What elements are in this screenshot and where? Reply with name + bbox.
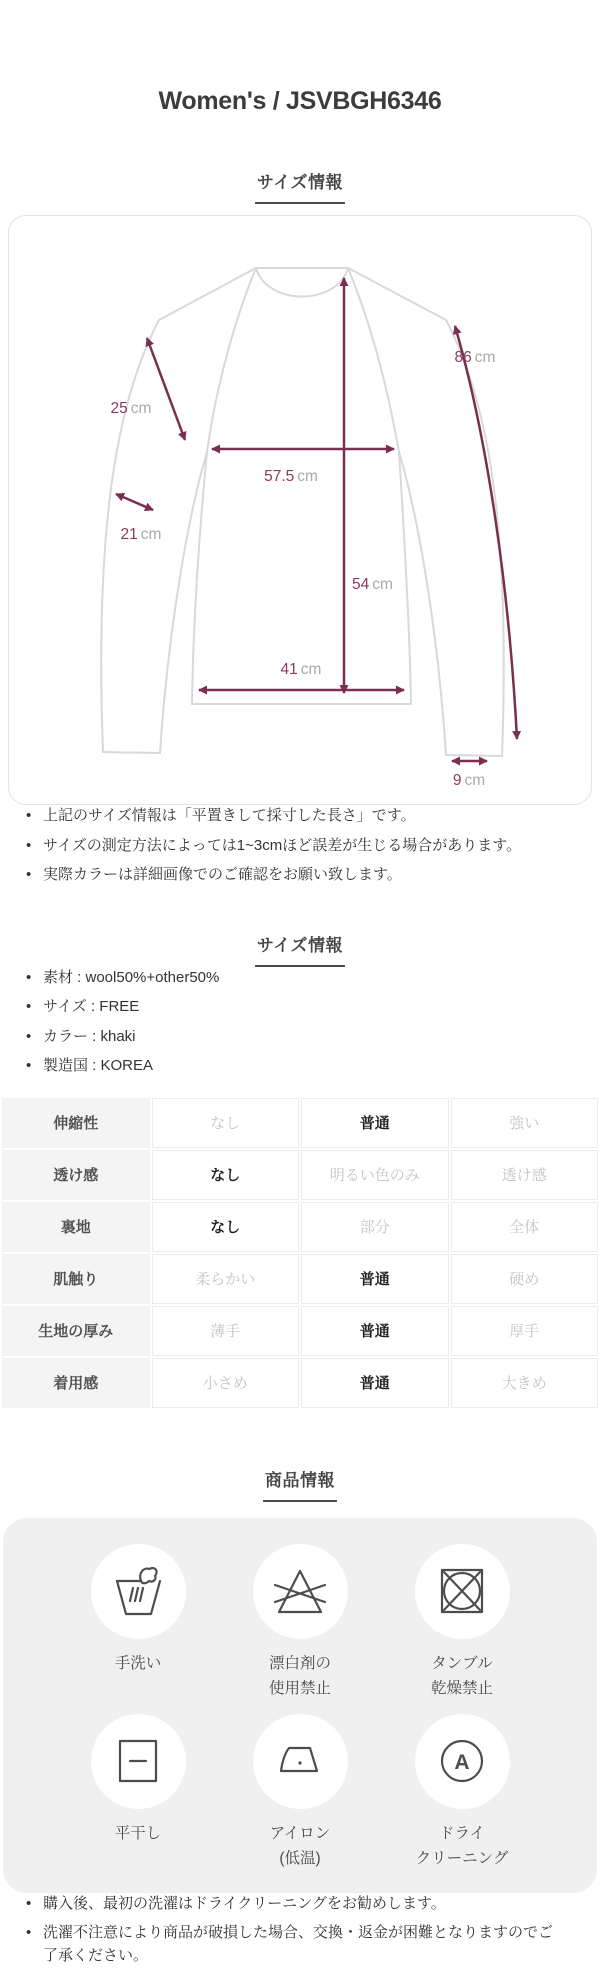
- section-heading-label: 商品情報: [263, 1466, 337, 1502]
- garment-diagram-drawing: [9, 216, 593, 804]
- row-label: 肌触り: [2, 1254, 150, 1304]
- section-heading-size-diagram: [0, 168, 600, 204]
- note-item: • 洗濯不注意により商品が破損した場合、交換・返金が困難となりますのでご了承ください。: [24, 1922, 560, 1967]
- table-cell: 硬め: [451, 1254, 599, 1304]
- note-item: • 購入後、最初の洗濯はドライクリーニングをお勧めします。: [24, 1893, 560, 1916]
- table-row: [2, 1150, 598, 1200]
- measure-line-sleeve-length: [455, 326, 517, 739]
- table-cell: 部分: [301, 1202, 449, 1252]
- table-cell: 柔らかい: [152, 1254, 300, 1304]
- care-item-no-tumble-dry: [381, 1544, 543, 1701]
- dry-clean-letter: A: [454, 1751, 470, 1774]
- measurement-label-chest: 57.5 cm: [264, 468, 318, 485]
- care-label-line: アイロン: [269, 1824, 331, 1842]
- table-cell: 薄手: [152, 1306, 300, 1356]
- care-item-no-bleach: [219, 1544, 381, 1701]
- care-row: [3, 1544, 597, 1701]
- size-diagram-notes: [0, 805, 600, 887]
- measure-line-raglan: [147, 338, 185, 440]
- material-item: • サイズ : FREE: [24, 996, 560, 1019]
- table-row: [2, 1358, 598, 1408]
- table-row: [2, 1306, 598, 1356]
- no-bleach-icon: [272, 1563, 328, 1619]
- table-cell: 強い: [451, 1098, 599, 1148]
- measurement-label-length: 54 cm: [352, 576, 393, 593]
- material-item: • 製造国 : KOREA: [24, 1055, 560, 1078]
- page-title: Women's / JSVBGH6346: [158, 87, 442, 115]
- row-label: 裏地: [2, 1202, 150, 1252]
- material-info-list: [0, 967, 600, 1078]
- table-cell: なし: [152, 1098, 300, 1148]
- dry-clean-icon: [434, 1733, 490, 1789]
- care-label-line: 使用禁止: [268, 1679, 331, 1697]
- no-tumble-dry-icon: [434, 1563, 490, 1619]
- table-cell-selected: なし: [152, 1202, 300, 1252]
- table-cell: 厚手: [451, 1306, 599, 1356]
- care-label-line: 乾燥禁止: [430, 1679, 493, 1697]
- material-item: • カラー : khaki: [24, 1026, 560, 1049]
- row-label: 伸縮性: [2, 1098, 150, 1148]
- care-item-flat-dry: [57, 1714, 219, 1871]
- care-label-line: クリーニング: [415, 1849, 509, 1867]
- note-item: • 実際カラーは詳細画像でのご確認をお願い致します。: [24, 864, 560, 887]
- table-cell: 透け感: [451, 1150, 599, 1200]
- table-cell: 小さめ: [152, 1358, 300, 1408]
- row-label: 生地の厚み: [2, 1306, 150, 1356]
- table-cell: 全体: [451, 1202, 599, 1252]
- iron-low-icon: [272, 1733, 328, 1789]
- care-item-hand-wash: [57, 1544, 219, 1701]
- note-item: • サイズの測定方法によっては1~3cmほど誤差が生じる場合があります。: [24, 835, 560, 858]
- product-info-notes: [0, 1893, 600, 1968]
- care-row: [3, 1714, 597, 1871]
- table-row: [2, 1202, 598, 1252]
- care-instructions-panel: [3, 1518, 597, 1893]
- care-label-line: タンブル: [431, 1654, 493, 1672]
- row-label: 透け感: [2, 1150, 150, 1200]
- flat-dry-icon: [110, 1733, 166, 1789]
- row-label: 着用感: [2, 1358, 150, 1408]
- garment-outline: [101, 268, 504, 756]
- section-heading-size-info: [0, 931, 600, 967]
- table-cell: 明るい色のみ: [301, 1150, 449, 1200]
- table-cell: 大きめ: [451, 1358, 599, 1408]
- measurement-label-sleeve-width: 21 cm: [120, 526, 162, 543]
- size-diagram: [8, 215, 592, 805]
- measurement-label-raglan: 25 cm: [110, 400, 152, 417]
- care-label-line: (低温): [279, 1849, 321, 1867]
- care-label-line: ドライ: [438, 1824, 486, 1842]
- material-item: • 素材 : wool50%+other50%: [24, 967, 560, 990]
- note-item: • 上記のサイズ情報は「平置きして採寸した長さ」です。: [24, 805, 560, 828]
- care-item-iron-low: [219, 1714, 381, 1871]
- table-cell-selected: 普通: [301, 1098, 449, 1148]
- table-cell-selected: 普通: [301, 1358, 449, 1408]
- care-label-line: 漂白剤の: [268, 1654, 331, 1672]
- table-row: [2, 1254, 598, 1304]
- table-cell-selected: 普通: [301, 1306, 449, 1356]
- table-row: [2, 1098, 598, 1148]
- section-heading-label: サイズ情報: [255, 168, 345, 204]
- section-heading-label: サイズ情報: [255, 931, 345, 967]
- measurement-label-sleeve-length: 86 cm: [454, 349, 496, 366]
- care-label-line: 平干し: [114, 1824, 162, 1842]
- hand-wash-icon: [110, 1563, 166, 1619]
- table-cell-selected: 普通: [301, 1254, 449, 1304]
- measurement-label-hem: 41 cm: [280, 661, 322, 678]
- measure-line-sleeve-width: [116, 494, 153, 510]
- measurement-label-cuff: 9 cm: [452, 772, 486, 789]
- section-heading-product-info: [0, 1466, 600, 1502]
- care-item-dry-clean: [381, 1714, 543, 1871]
- care-label-line: 手洗い: [114, 1654, 162, 1672]
- table-cell-selected: なし: [152, 1150, 300, 1200]
- fit-properties-table: [0, 1096, 600, 1410]
